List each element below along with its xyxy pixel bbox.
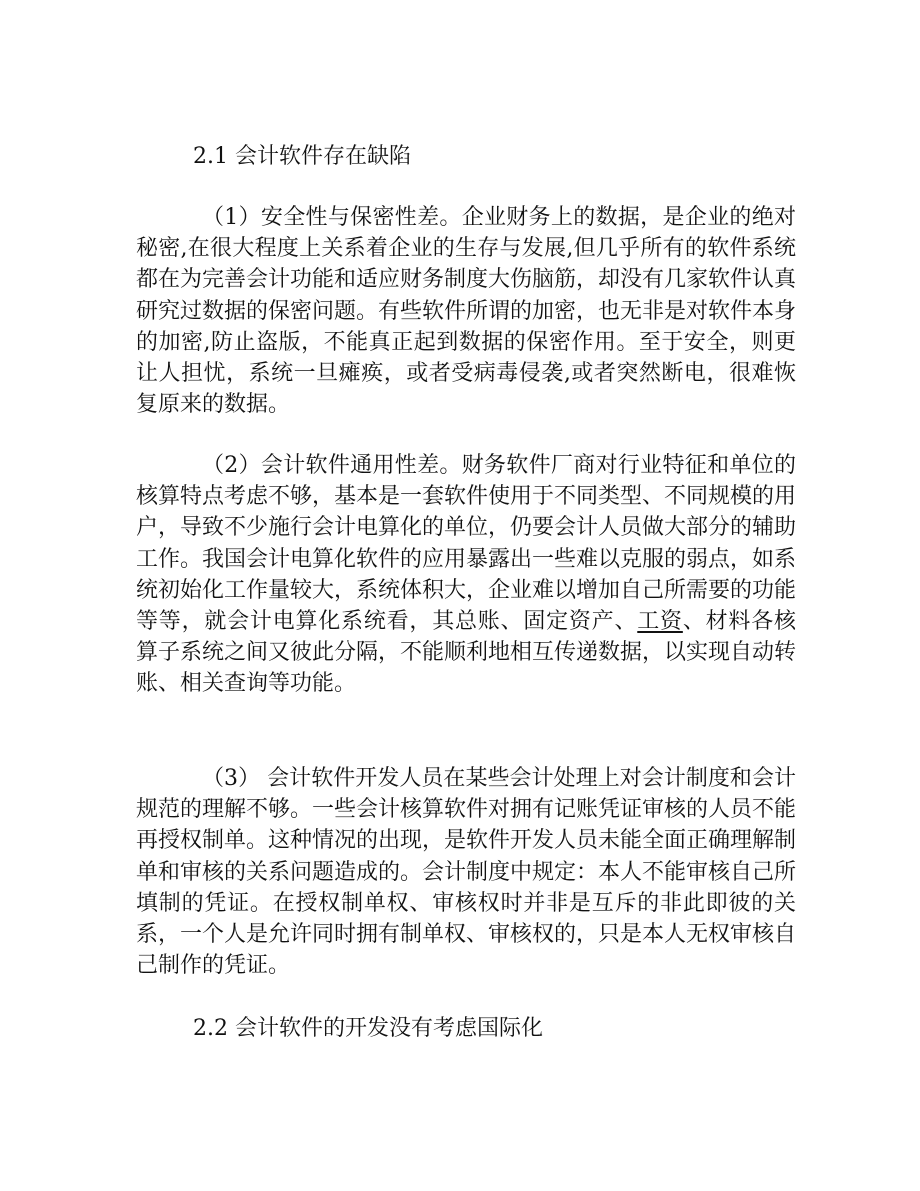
paragraph-security: （1）安全性与保密性差。企业财务上的数据，是企业的绝对秘密,在很大程度上关系着企业的生存与发展,但几乎所有的软件系统都在为完善会计功能和适应财务制度大伤脑筋，却没有几家软件认真研究过数据的保密问题。有些软件所谓的加密，也无非是对软件本身的加密,防止盗版，不能真正起到数据的保密作用。至于安全，则更让人担忧，系统一旦瘫痪，或者受病毒侵袭,或者突然断电，很难恢复原来的数据。 [136, 205, 797, 418]
section-heading-2-1: 2.1 会计软件存在缺陷 [193, 144, 411, 169]
paragraph-generality-text-after: 、材料各核算子系统之间又彼此分隔，不能顺利地相互传递数据，以实现自动转账、相关查询等功能。 [136, 609, 797, 697]
paragraph-developer-understanding: （3） 会计软件开发人员在某些会计处理上对会计制度和会计规范的理解不够。一些会计核算软件对拥有记账凭证审核的人员不能再授权制单。这种情况的出现，是软件开发人员未能全面正确理解制单和审核的关系问题造成的。会计制度中规定：本人不能审核自己所填制的凭证。在授权制单权、审核权时并非是互斥的非此即彼的关系，一个人是允许同时拥有制单权、审核权的，只是本人无权审核自己制作的凭证。 [136, 766, 797, 979]
paragraph-generality [136, 450, 796, 700]
salary-link[interactable]: 工资 [637, 609, 683, 635]
paragraph-generality-text-before: （2）会计软件通用性差。财务软件厂商对行业特征和单位的核算特点考虑不够，基本是一套软件使用于不同类型、不同规模的用户，导致不少施行会计电算化的单位，仍要会计人员做大部分的辅助工作。我国会计电算化软件的应用暴露出一些难以克服的弱点，如系统初始化工作量较大，系统体积大，企业难以增加自己所需要的功能等等，就会计电算化系统看，其总账、固定资产、 [136, 453, 797, 635]
section-heading-2-2: 2.2 会计软件的开发没有考虑国际化 [193, 1016, 543, 1041]
